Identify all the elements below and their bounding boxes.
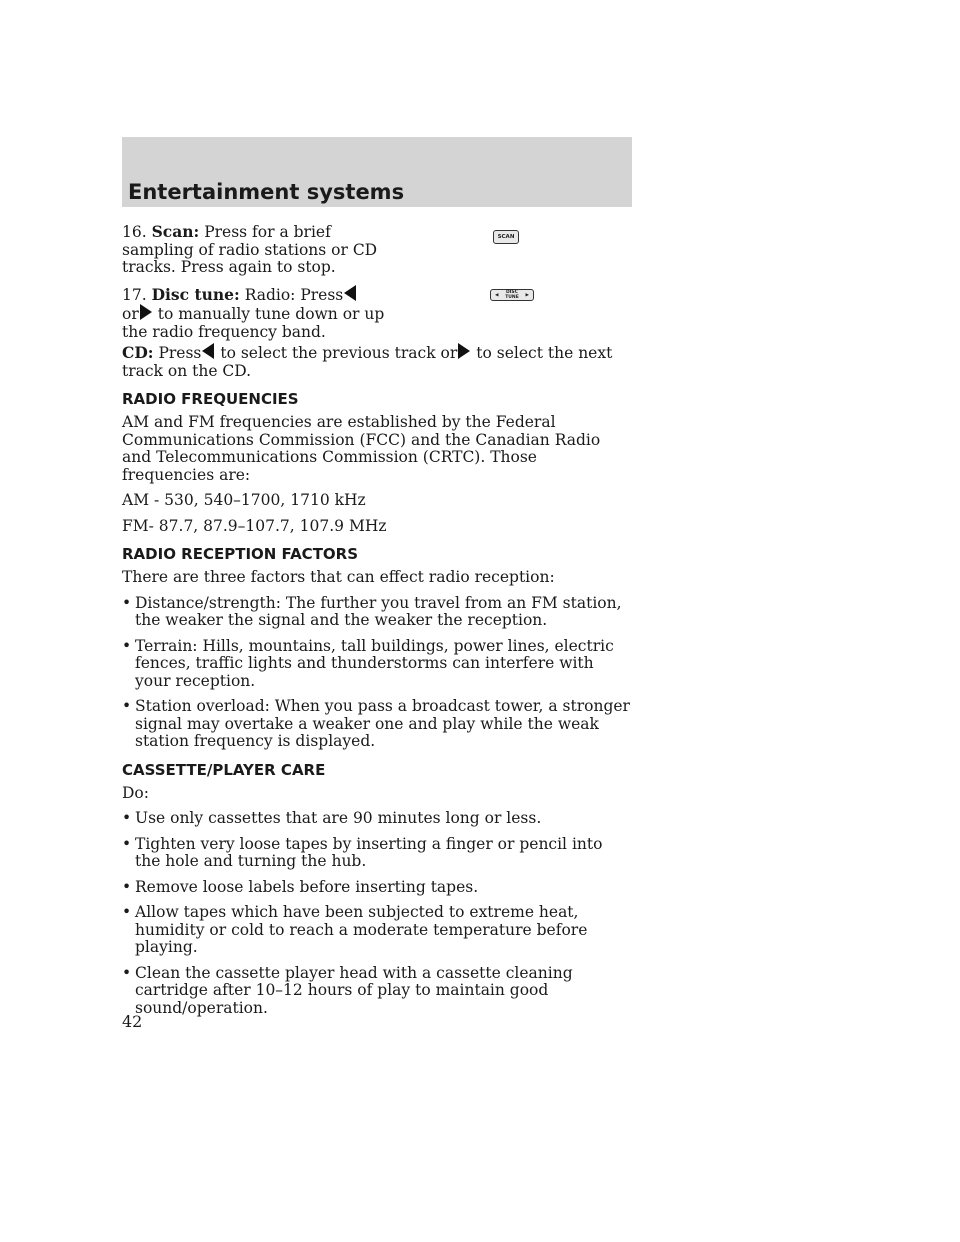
list-item-text: Remove loose labels before inserting tapes. [135,877,479,896]
bullet: • [122,697,132,715]
list-item [122,904,632,957]
seek-left-icon [344,285,356,301]
previous-track-icon [202,343,214,359]
list-item-text: Distance/strength: The further you travel from an FM station, the weaker the signal and the weaker the reception. [135,593,622,629]
bullet: • [122,593,132,612]
scan-text: Press for a brief sampling of radio stations or CD tracks. Press again to stop. [122,223,378,276]
disc-tune-radio-b: to manually tune down or up the radio frequency band. [122,305,385,341]
list-item-text: Allow tapes which have been subjected to extreme heat, humidity or cold to reach a moderate temperature before playing. [135,903,588,956]
cd-text-b: to select the previous track or [220,344,458,362]
reception-heading: RADIO RECEPTION FACTORS [122,545,359,563]
reception-intro: There are three factors that can effect radio reception: [122,568,555,586]
section-header-band [122,137,632,207]
list-item [122,836,632,871]
list-item-text: Terrain: Hills, mountains, tall buildings, power lines, electric fences, traffic lights and thunderstorms can interfere with your reception. [135,636,614,690]
disc-label-top: DISC [506,290,518,295]
disc-tune-radio-a: Radio: Press [244,285,344,304]
next-track-icon [458,343,470,359]
list-item-text: Clean the cassette player head with a cassette cleaning cartridge after 10–12 hours of play to maintain good sound/operation. [135,963,573,1017]
seek-right-icon [140,304,152,320]
cd-term: CD: [122,343,154,362]
page-number: 42 [122,1012,143,1031]
left-arrow-icon: ◀ [495,292,499,298]
bullet: • [122,809,132,827]
cd-text-a: Press [158,344,202,362]
list-item [122,965,632,1018]
fm-frequencies: FM- 87.7, 87.9–107.7, 107.9 MHz [122,516,387,535]
reception-list [122,595,632,751]
radio-frequencies-heading: RADIO FREQUENCIES [122,390,299,408]
care-intro: Do: [122,783,149,802]
care-list [122,810,632,1017]
radio-frequencies-body: AM and FM frequencies are established by the Federal Communications Commission (FCC) and the Canadian Radio and Telecommunications Commission (CRTC). Those frequencies are: [122,413,601,484]
disc-tune-term: Disc tune: [151,284,240,304]
bullet: • [122,877,132,896]
bullet: • [122,903,132,921]
disc-tune-number: 17. [122,285,147,304]
disc-tune-cd [122,343,632,380]
list-item [122,638,632,691]
scan-item [122,223,387,277]
list-item-text: Tighten very loose tapes by inserting a finger or pencil into the hole and turning the hub. [135,834,603,870]
list-item [122,595,632,630]
disc-tune-or: or [122,305,139,323]
scan-term: Scan: [151,222,200,241]
bullet: • [122,834,132,853]
disc-label-bottom: TUNE [505,295,519,300]
disc-tune-item [122,285,387,342]
care-heading: CASSETTE/PLAYER CARE [122,760,326,779]
cd-text-c: to select the next track on the CD. [122,344,613,380]
am-frequencies: AM - 530, 540–1700, 1710 kHz [122,491,366,509]
scan-number: 16. [122,223,147,241]
list-item-text: Use only cassettes that are 90 minutes long or less. [135,809,542,827]
page-content [122,223,632,1025]
right-arrow-icon: ▶ [525,292,529,298]
list-item-text: Station overload: When you pass a broadcast tower, a stronger signal may overtake a weaker one and play while the weak station frequency is displayed. [135,697,630,750]
scan-button-label: SCAN [497,234,515,240]
list-item [122,879,632,897]
list-item [122,698,632,751]
bullet: • [122,636,132,655]
section-title: Entertainment systems [128,180,405,204]
list-item [122,810,632,828]
bullet: • [122,963,132,982]
